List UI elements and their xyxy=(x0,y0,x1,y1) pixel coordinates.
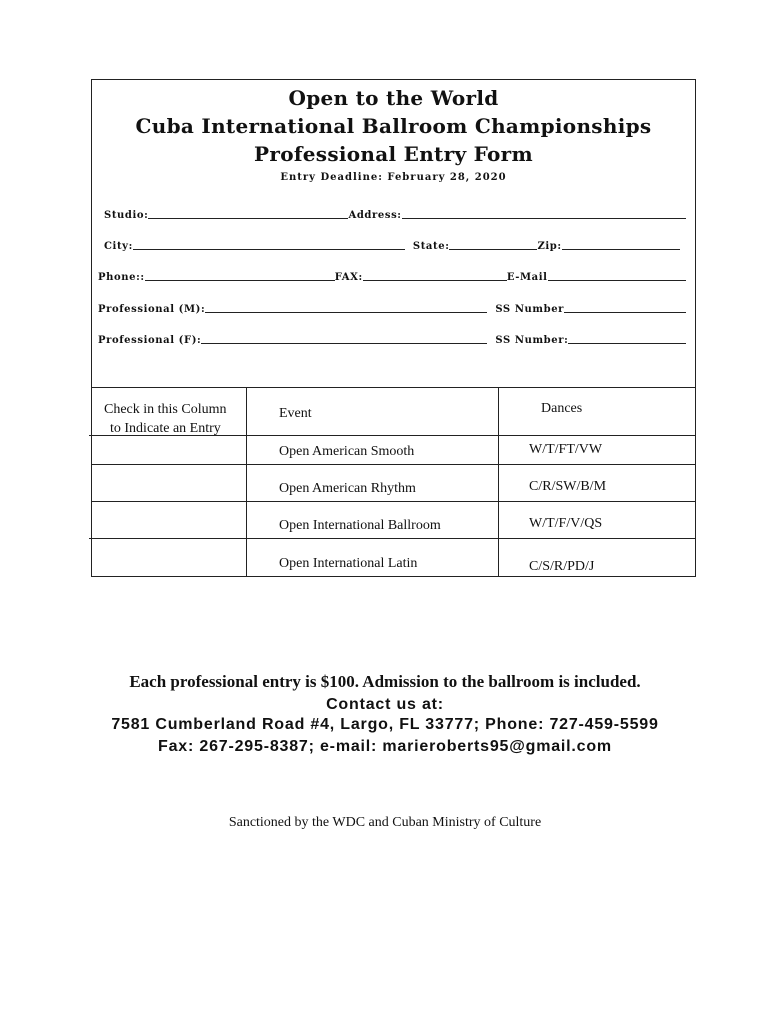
events-table xyxy=(91,388,696,577)
ss-number-m-field[interactable] xyxy=(564,312,686,313)
zip-label: Zip: xyxy=(537,241,562,252)
entry-checkbox-rhythm[interactable] xyxy=(92,465,246,501)
check-column-header: Check in this Column xyxy=(104,402,227,417)
studio-field[interactable] xyxy=(148,218,348,219)
state-label: State: xyxy=(412,241,450,252)
entry-fee-text: Each professional entry is $100. Admission to the ballroom is included. xyxy=(129,672,641,691)
contact-fax-email: Fax: 267-295-8387; e-mail: marieroberts95@gmail.com xyxy=(158,738,612,755)
state-field[interactable] xyxy=(449,249,537,250)
column-divider xyxy=(498,388,499,576)
city-label: City: xyxy=(104,241,133,252)
phone-fax-email-row xyxy=(98,272,686,283)
dances-column-header: Dances xyxy=(541,401,583,416)
professional-m-field[interactable] xyxy=(205,312,487,313)
entry-deadline: Entry Deadline: February 28, 2020 xyxy=(280,172,507,183)
professional-f-label: Professional (F): xyxy=(98,335,202,346)
ss-number-f-label: SS Number: xyxy=(495,335,569,346)
event-name: Open International Ballroom xyxy=(279,518,441,533)
event-dances: C/R/SW/B/M xyxy=(529,479,607,494)
professional-f-row xyxy=(98,335,686,346)
event-dances: C/S/R/PD/J xyxy=(529,559,595,574)
professional-m-label: Professional (M): xyxy=(98,304,206,315)
event-dances: W/T/F/V/QS xyxy=(529,516,603,531)
entry-checkbox-latin[interactable] xyxy=(92,539,246,576)
phone-label: Phone:: xyxy=(98,272,145,283)
entry-checkbox-smooth[interactable] xyxy=(92,436,246,464)
address-field[interactable] xyxy=(402,218,686,219)
address-label: Address: xyxy=(348,210,402,221)
email-label: E-Mail xyxy=(506,272,548,283)
professional-m-row xyxy=(98,304,686,315)
contact-heading: Contact us at: xyxy=(326,696,444,713)
entry-checkbox-ballroom[interactable] xyxy=(92,502,246,538)
event-name: Open American Rhythm xyxy=(279,481,416,496)
event-dances: W/T/FT/VW xyxy=(529,442,603,457)
title-line-1: Open to the World xyxy=(288,86,499,110)
city-field[interactable] xyxy=(133,249,405,250)
title-line-2: Cuba International Ballroom Championships xyxy=(135,114,652,138)
entry-form-box xyxy=(91,79,696,388)
contact-address: 7581 Cumberland Road #4, Largo, FL 33777; Phone: 727-459-5599 xyxy=(111,716,659,733)
event-name: Open American Smooth xyxy=(279,444,415,459)
sanction-note: Sanctioned by the WDC and Cuban Ministry of Culture xyxy=(228,815,542,830)
column-divider xyxy=(246,388,247,576)
professional-f-field[interactable] xyxy=(201,343,487,344)
studio-label: Studio: xyxy=(104,210,149,221)
check-column-header-line-2: to Indicate an Entry xyxy=(110,421,221,436)
studio-address-row xyxy=(104,210,686,221)
email-field[interactable] xyxy=(548,280,686,281)
event-name: Open International Latin xyxy=(279,556,418,571)
zip-field[interactable] xyxy=(562,249,680,250)
fax-field[interactable] xyxy=(363,280,507,281)
phone-field[interactable] xyxy=(145,280,335,281)
title-line-3: Professional Entry Form xyxy=(254,142,533,166)
fax-label: FAX: xyxy=(334,272,363,283)
event-column-header: Event xyxy=(279,406,312,421)
ss-number-m-label: SS Number xyxy=(495,304,565,315)
city-state-zip-row xyxy=(104,241,680,252)
ss-number-f-field[interactable] xyxy=(568,343,686,344)
